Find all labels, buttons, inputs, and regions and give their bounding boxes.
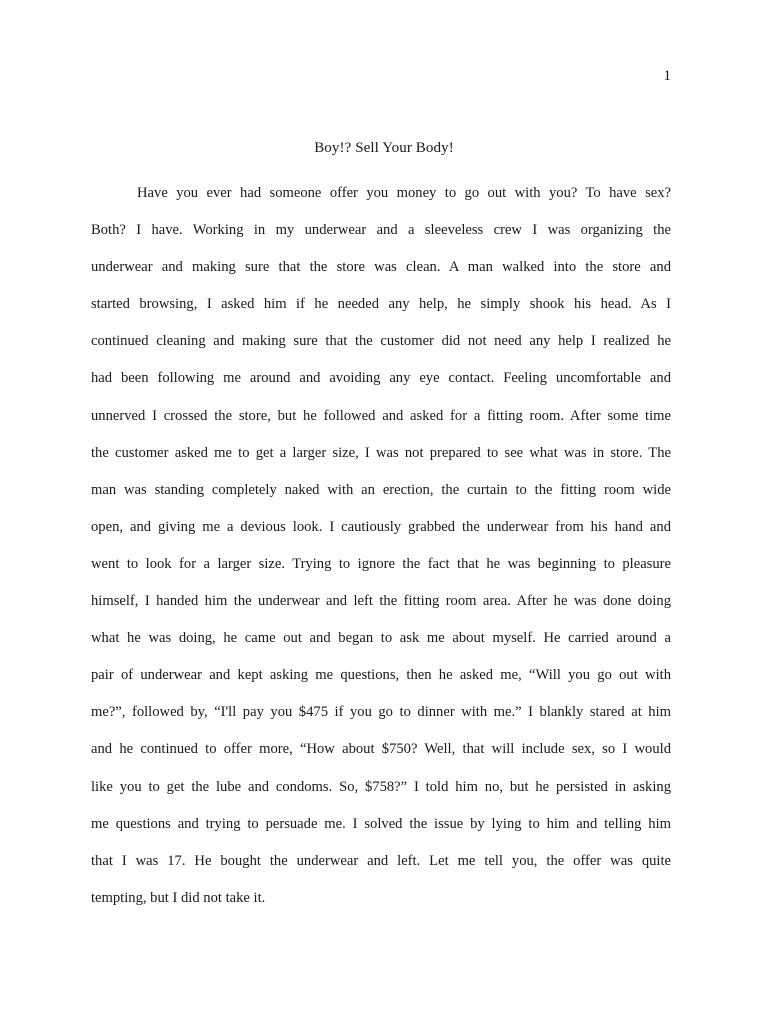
paragraph-line: man was standing completely naked with an erection, the curtain to the fitting room wide (91, 481, 671, 498)
paragraph-line: like you to get the lube and condoms. So, $758?” I told him no, but he persisted in asking (91, 778, 671, 795)
paragraph-line: the customer asked me to get a larger size, I was not prepared to see what was in store. The (91, 444, 671, 461)
paragraph-line: pair of underwear and kept asking me questions, then he asked me, “Will you go out with (91, 667, 671, 684)
paragraph-line: that I was 17. He bought the underwear and left. Let me tell you, the offer was quite (91, 852, 671, 869)
paragraph-line: tempting, but I did not take it. (91, 889, 266, 906)
paragraph-line: himself, I handed him the underwear and left the fitting room area. After he was done doing (91, 593, 671, 610)
document-title: Boy!? Sell Your Body! (314, 140, 454, 156)
paragraph-line: unnerved I crossed the store, but he followed and asked for a fitting room. After some time (91, 407, 671, 424)
paragraph-line: me?”, followed by, “I'll pay you $475 if you go to dinner with me.” I blankly stared at him (91, 704, 671, 721)
document-body (91, 175, 671, 917)
paragraph-line: started browsing, I asked him if he needed any help, he simply shook his head. As I (91, 296, 671, 313)
paragraph-line: Both? I have. Working in my underwear and a sleeveless crew I was organizing the (91, 222, 671, 239)
paragraph-line: went to look for a larger size. Trying to ignore the fact that he was beginning to pleasure (91, 555, 671, 572)
paragraph-line: underwear and making sure that the store was clean. A man walked into the store and (91, 259, 671, 276)
paragraph-line: Have you ever had someone offer you money to go out with you? To have sex? (137, 185, 671, 201)
paragraph-line: continued cleaning and making sure that the customer did not need any help I realized he (91, 333, 671, 350)
paragraph-line: me questions and trying to persuade me. I solved the issue by lying to him and telling him (91, 815, 671, 832)
paragraph-line: open, and giving me a devious look. I cautiously grabbed the underwear from his hand and (91, 518, 671, 535)
paragraph-line: what he was doing, he came out and began to ask me about myself. He carried around a (91, 630, 671, 647)
paragraph-line: and he continued to offer more, “How about $750? Well, that will include sex, so I would (91, 741, 671, 758)
page-number: 1 (663, 68, 671, 84)
paragraph-line: had been following me around and avoiding any eye contact. Feeling uncomfortable and (91, 370, 671, 387)
